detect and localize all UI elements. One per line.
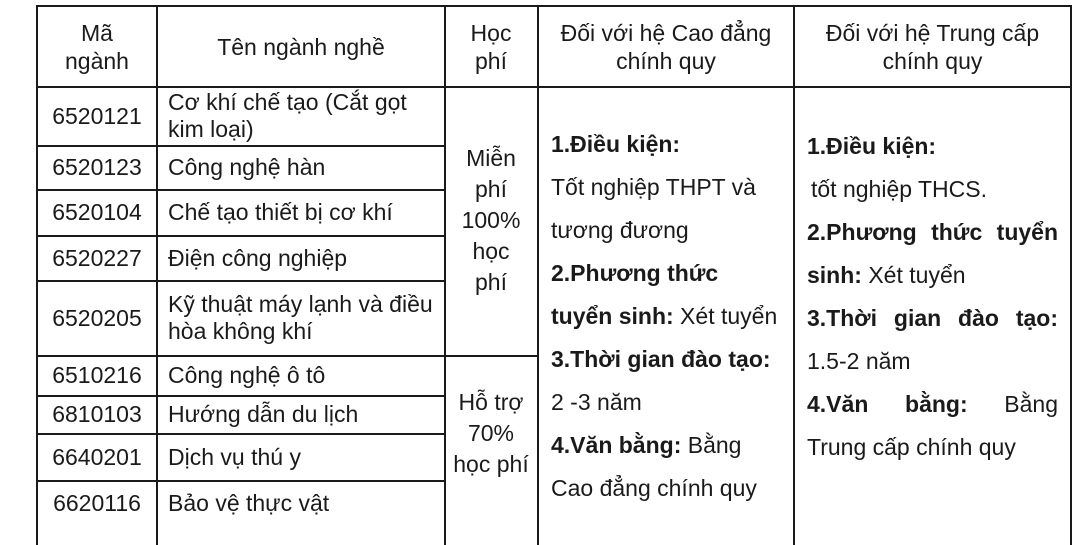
header-college: Đối với hệ Cao đẳng chính quy bbox=[560, 20, 772, 74]
row-name: Dịch vụ thú y bbox=[168, 443, 301, 470]
college-conditions bbox=[539, 123, 793, 533]
row-code: 6640201 bbox=[52, 443, 142, 470]
row-name: Công nghệ hàn bbox=[168, 154, 326, 180]
row-name: Công nghệ ô tô bbox=[168, 362, 326, 388]
row-code: 6620116 bbox=[53, 489, 141, 516]
row-name: Chế tạo thiết bị cơ khí bbox=[168, 199, 393, 225]
row-code: 6520104 bbox=[52, 199, 142, 225]
admission-table bbox=[36, 5, 1072, 545]
row-code: 6810103 bbox=[52, 401, 142, 427]
fee-support: Hỗ trợ 70% học phí bbox=[453, 389, 529, 477]
header-fee: Học phí bbox=[470, 20, 512, 74]
college-degree-text: Bằng bbox=[681, 432, 742, 458]
college-cond-label: 1.Điều kiện: bbox=[551, 131, 681, 157]
intermediate-time-label: 3.Thời gian đào tạo: bbox=[807, 305, 1058, 331]
college-method-label: 2.Phương thức tuyển sinh: bbox=[551, 260, 719, 329]
row-name: Cơ khí chế tạo (Cắt gọt kim loại) bbox=[168, 89, 407, 142]
intermediate-method-label: 2.Phương thức tuyển bbox=[807, 219, 1058, 245]
intermediate-degree-label: 4.Văn bằng: bbox=[807, 391, 968, 417]
intermediate-conditions: 1.Điều kiện: tốt nghiệp THCS. 2.Phương thức tuyển sinh: Xét tuyển 3.Thời gian đào tạo: 1.5-2 năm 4.Văn bằng: Bằng Trung cấp chính quy bbox=[795, 125, 1070, 535]
row-code: 6520227 bbox=[52, 244, 142, 271]
row-name: Hướng dẫn du lịch bbox=[168, 401, 359, 427]
intermediate-time-text: 1.5-2 năm bbox=[807, 348, 911, 374]
fee-exemption: Miễn phí 100% học phí bbox=[461, 145, 521, 295]
college-time-label: 3.Thời gian đào tạo: bbox=[551, 346, 771, 372]
row-name: Kỹ thuật máy lạnh và điều hòa không khí bbox=[168, 291, 433, 344]
intermediate-method-text: Xét tuyển bbox=[861, 262, 966, 288]
table-border-right bbox=[1070, 5, 1072, 545]
header-code: Mã ngành bbox=[65, 20, 129, 74]
college-method-text: Xét tuyển bbox=[673, 303, 778, 329]
row-code: 6510216 bbox=[52, 362, 142, 388]
row-name: Điện công nghiệp bbox=[168, 244, 348, 271]
column-divider bbox=[444, 5, 446, 545]
row-code: 6520205 bbox=[52, 304, 142, 331]
row-name: Bảo vệ thực vật bbox=[168, 489, 330, 516]
header-name: Tên ngành nghề bbox=[217, 34, 385, 60]
intermediate-degree-more: Trung cấp chính quy bbox=[807, 434, 1016, 460]
header-intermediate: Đối với hệ Trung cấp chính quy bbox=[825, 20, 1040, 74]
college-cond-text: Tốt nghiệp THPT và tương đương bbox=[551, 174, 756, 243]
row-code: 6520123 bbox=[52, 154, 142, 180]
college-degree-more: Cao đẳng chính quy bbox=[551, 475, 757, 501]
intermediate-degree-text: Bằng bbox=[1004, 391, 1058, 417]
intermediate-cond-label: 1.Điều kiện: bbox=[807, 133, 937, 159]
row-code: 6520121 bbox=[52, 102, 142, 129]
college-degree-label: 4.Văn bằng: bbox=[551, 432, 682, 458]
intermediate-cond-text: tốt nghiệp THCS. bbox=[811, 176, 988, 202]
college-time-text: 2 -3 năm bbox=[551, 389, 642, 415]
